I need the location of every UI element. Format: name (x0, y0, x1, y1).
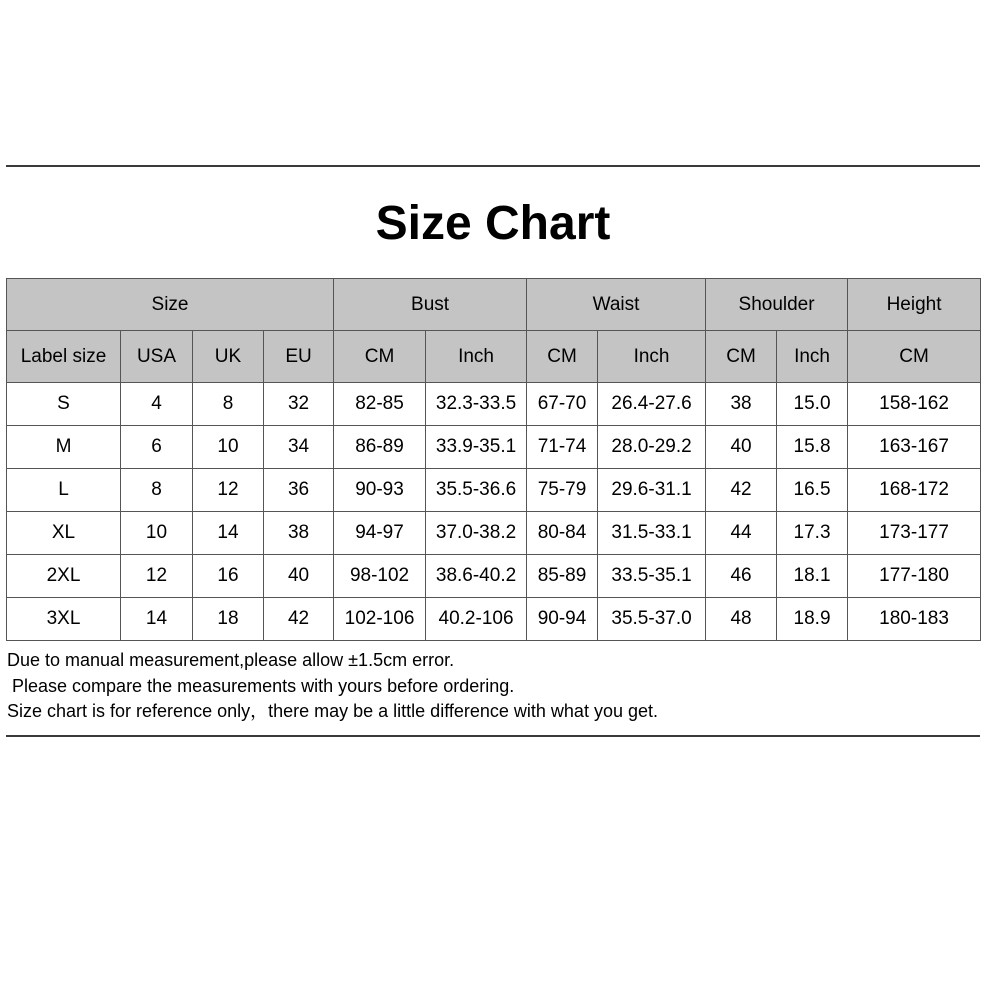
table-cell: 2XL (7, 555, 121, 598)
table-cell: 3XL (7, 598, 121, 641)
table-cell: 32.3-33.5 (426, 383, 527, 426)
table-cell: 31.5-33.1 (598, 512, 706, 555)
table-cell: S (7, 383, 121, 426)
table-cell: M (7, 426, 121, 469)
height-group-header: Height (848, 279, 981, 331)
page-title: Size Chart (375, 197, 611, 250)
table-cell: 38.6-40.2 (426, 555, 527, 598)
table-cell: 173-177 (848, 512, 981, 555)
table-cell: 44 (706, 512, 777, 555)
table-cell: 35.5-36.6 (426, 469, 527, 512)
table-row (7, 469, 981, 512)
table-cell: 38 (264, 512, 334, 555)
table-cell: 16 (193, 555, 264, 598)
column-header-eu: EU (264, 331, 334, 383)
table-cell: 18.1 (777, 555, 848, 598)
table-cell: 85-89 (527, 555, 598, 598)
table-row (7, 383, 981, 426)
table-cell: 40.2-106 (426, 598, 527, 641)
table-cell: 180-183 (848, 598, 981, 641)
notes (7, 648, 987, 725)
table-cell: 28.0-29.2 (598, 426, 706, 469)
column-header-bust-cm: CM (334, 331, 426, 383)
table-cell: 38 (706, 383, 777, 426)
table-row (7, 512, 981, 555)
table-cell: 40 (264, 555, 334, 598)
table-cell: 36 (264, 469, 334, 512)
note-measurement-error: Due to manual measurement,please allow ±1.5cm error. (7, 650, 455, 670)
column-header-shoulder-cm: CM (706, 331, 777, 383)
table-cell: 14 (193, 512, 264, 555)
table-cell: 98-102 (334, 555, 426, 598)
table-cell: 71-74 (527, 426, 598, 469)
table-cell: 18 (193, 598, 264, 641)
column-header-height-cm: CM (848, 331, 981, 383)
table-row (7, 426, 981, 469)
table-cell: 32 (264, 383, 334, 426)
table-cell: 33.5-35.1 (598, 555, 706, 598)
size-group-header: Size (7, 279, 334, 331)
size-chart-body (7, 383, 981, 641)
table-cell: 4 (121, 383, 193, 426)
table-row (7, 555, 981, 598)
table-cell: 17.3 (777, 512, 848, 555)
table-row (7, 598, 981, 641)
table-cell: 10 (121, 512, 193, 555)
table-cell: 12 (193, 469, 264, 512)
column-header-uk: UK (193, 331, 264, 383)
table-cell: 37.0-38.2 (426, 512, 527, 555)
table-cell: 12 (121, 555, 193, 598)
table-cell: 8 (121, 469, 193, 512)
table-cell: 48 (706, 598, 777, 641)
group-header-row (7, 279, 981, 331)
table-cell: 90-93 (334, 469, 426, 512)
table-cell: 168-172 (848, 469, 981, 512)
table-cell: 33.9-35.1 (426, 426, 527, 469)
table-cell: 158-162 (848, 383, 981, 426)
column-header-waist-cm: CM (527, 331, 598, 383)
table-cell: 10 (193, 426, 264, 469)
table-cell: XL (7, 512, 121, 555)
column-header-label-size: Label size (7, 331, 121, 383)
size-chart-table (6, 278, 981, 641)
shoulder-group-header: Shoulder (706, 279, 848, 331)
note-reference-only: Size chart is for reference only，there may be a little difference with what you get. (7, 701, 658, 721)
top-rule (6, 165, 980, 167)
table-cell: 15.0 (777, 383, 848, 426)
table-cell: L (7, 469, 121, 512)
table-cell: 40 (706, 426, 777, 469)
note-compare-measurements: Please compare the measurements with yours before ordering. (7, 675, 515, 696)
table-cell: 75-79 (527, 469, 598, 512)
table-cell: 86-89 (334, 426, 426, 469)
table-cell: 35.5-37.0 (598, 598, 706, 641)
table-cell: 67-70 (527, 383, 598, 426)
table-cell: 177-180 (848, 555, 981, 598)
table-cell: 34 (264, 426, 334, 469)
bottom-rule (6, 735, 980, 737)
table-cell: 15.8 (777, 426, 848, 469)
table-cell: 102-106 (334, 598, 426, 641)
table-cell: 6 (121, 426, 193, 469)
sub-header-row (7, 331, 981, 383)
table-cell: 29.6-31.1 (598, 469, 706, 512)
table-cell: 163-167 (848, 426, 981, 469)
table-cell: 42 (706, 469, 777, 512)
column-header-bust-inch: Inch (426, 331, 527, 383)
table-cell: 94-97 (334, 512, 426, 555)
table-cell: 82-85 (334, 383, 426, 426)
table-cell: 90-94 (527, 598, 598, 641)
column-header-shoulder-inch: Inch (777, 331, 848, 383)
table-cell: 18.9 (777, 598, 848, 641)
table-cell: 14 (121, 598, 193, 641)
waist-group-header: Waist (527, 279, 706, 331)
table-cell: 26.4-27.6 (598, 383, 706, 426)
table-cell: 80-84 (527, 512, 598, 555)
table-cell: 8 (193, 383, 264, 426)
table-cell: 42 (264, 598, 334, 641)
table-cell: 46 (706, 555, 777, 598)
column-header-usa: USA (121, 331, 193, 383)
table-cell: 16.5 (777, 469, 848, 512)
bust-group-header: Bust (334, 279, 527, 331)
column-header-waist-inch: Inch (598, 331, 706, 383)
